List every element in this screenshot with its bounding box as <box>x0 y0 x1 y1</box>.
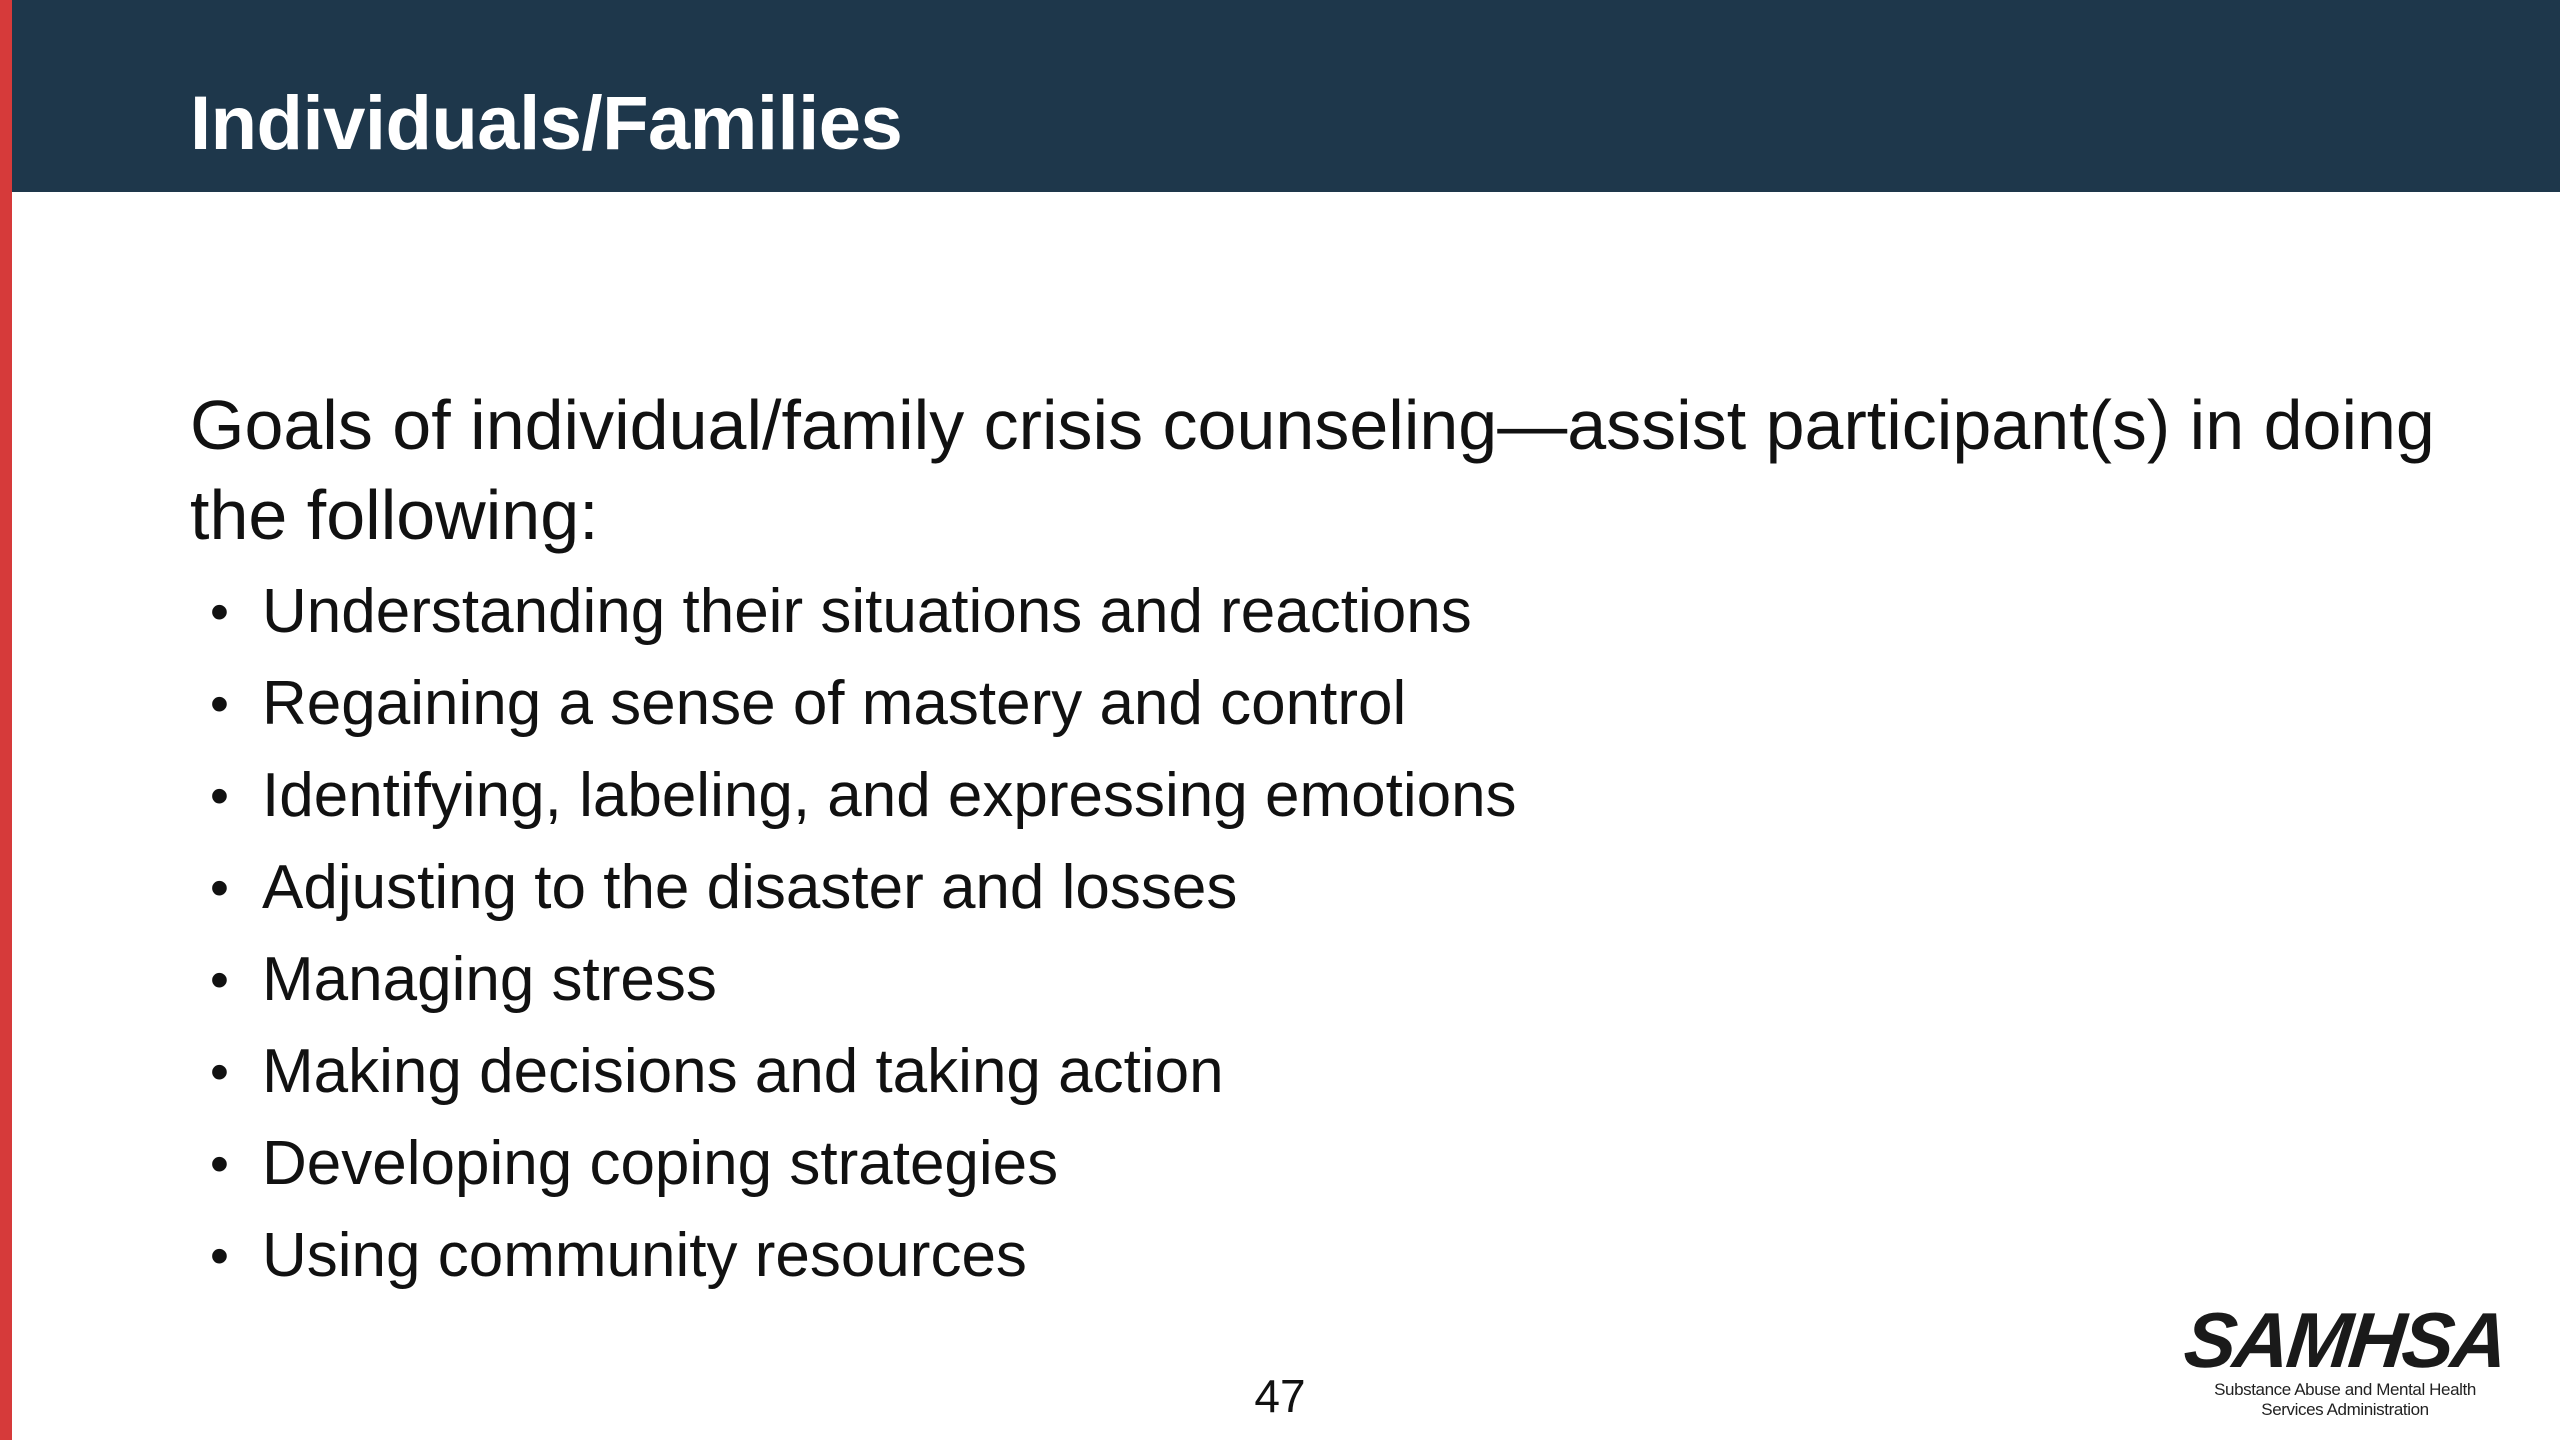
bullet-icon: • <box>210 766 229 826</box>
left-accent-bar <box>0 0 12 1440</box>
samhsa-logo <box>2180 1296 2510 1420</box>
list-item-text: Making decisions and taking action <box>262 1037 1224 1106</box>
bullet-icon: • <box>210 858 229 918</box>
bullet-icon: • <box>210 674 229 734</box>
list-item-text: Identifying, labeling, and expressing emotions <box>262 761 1517 830</box>
list-item <box>190 566 1517 658</box>
bullet-icon: • <box>210 582 229 642</box>
list-item-text: Regaining a sense of mastery and control <box>262 669 1407 738</box>
bullet-icon: • <box>210 1134 229 1194</box>
list-item <box>190 1118 1517 1210</box>
intro-text: Goals of individual/family crisis counseling—assist participant(s) in doing the following: <box>190 386 2435 554</box>
list-item <box>190 842 1517 934</box>
bullet-icon: • <box>210 1042 229 1102</box>
bullet-icon: • <box>210 950 229 1010</box>
logo-subtitle-line2: Services Administration <box>2261 1400 2429 1419</box>
list-item <box>190 1026 1517 1118</box>
list-item-text: Managing stress <box>262 945 717 1014</box>
list-item <box>190 750 1517 842</box>
list-item <box>190 1210 1517 1302</box>
list-item <box>190 934 1517 1026</box>
logo-subtitle-line1: Substance Abuse and Mental Health <box>2214 1380 2476 1399</box>
list-item-text: Developing coping strategies <box>262 1129 1059 1198</box>
list-item-text: Adjusting to the disaster and losses <box>262 853 1238 922</box>
slide-title: Individuals/Families <box>190 81 903 166</box>
bullet-icon: • <box>210 1226 229 1286</box>
logo-wordmark: SAMHSA <box>2180 1296 2510 1384</box>
goals-list <box>190 566 1517 1302</box>
page-number: 47 <box>1254 1370 1306 1422</box>
list-item-text: Using community resources <box>262 1221 1027 1290</box>
list-item-text: Understanding their situations and reactions <box>262 577 1472 646</box>
list-item <box>190 658 1517 750</box>
